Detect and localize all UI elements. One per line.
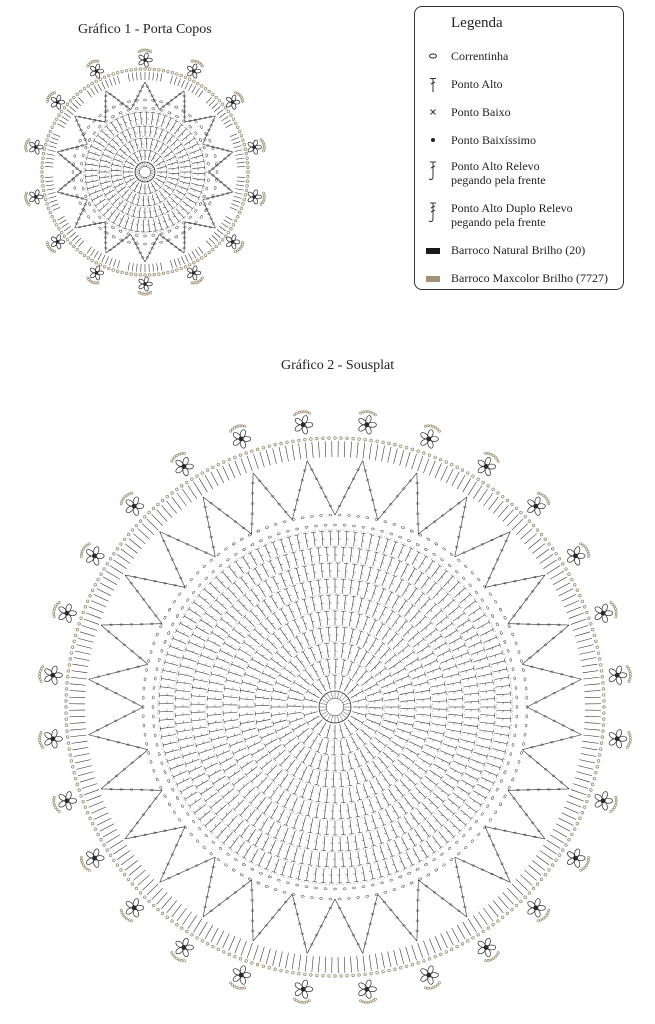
legend-box: [414, 6, 624, 290]
chain-icon: [424, 49, 442, 66]
legend-label: Ponto Alto Duplo Relevo pegando pela frente: [451, 201, 573, 229]
stitch-layer: [39, 411, 632, 1004]
legend-label: Ponto Alto Relevo pegando pela frente: [451, 159, 546, 187]
legend-label: Barroco Maxcolor Brilho (7727): [451, 271, 608, 285]
stitch-layer: [25, 49, 266, 295]
legend-title: Legenda: [451, 15, 503, 31]
tan-swatch-icon: [424, 271, 442, 285]
front-post-dc-icon: [424, 159, 442, 186]
legend-label: Ponto Baixíssimo: [451, 133, 537, 147]
double-crochet-icon: [424, 77, 442, 96]
legend-label: Barroco Natural Brilho (20): [451, 243, 586, 257]
chart2-title: Gráfico 2 - Sousplat: [281, 358, 395, 373]
single-crochet-icon: [424, 105, 442, 122]
front-post-tr-icon: [424, 201, 442, 228]
chart1-title: Gráfico 1 - Porta Copos: [78, 22, 212, 37]
legend-label: Ponto Alto: [451, 77, 503, 91]
legend-label: Correntinha: [451, 49, 509, 63]
coaster-crochet-chart: [18, 45, 272, 299]
black-swatch-icon: [424, 243, 442, 257]
legend-label: Ponto Baixo: [451, 105, 511, 119]
placemat-crochet-chart: [26, 398, 644, 1016]
slip-stitch-icon: [424, 133, 442, 150]
